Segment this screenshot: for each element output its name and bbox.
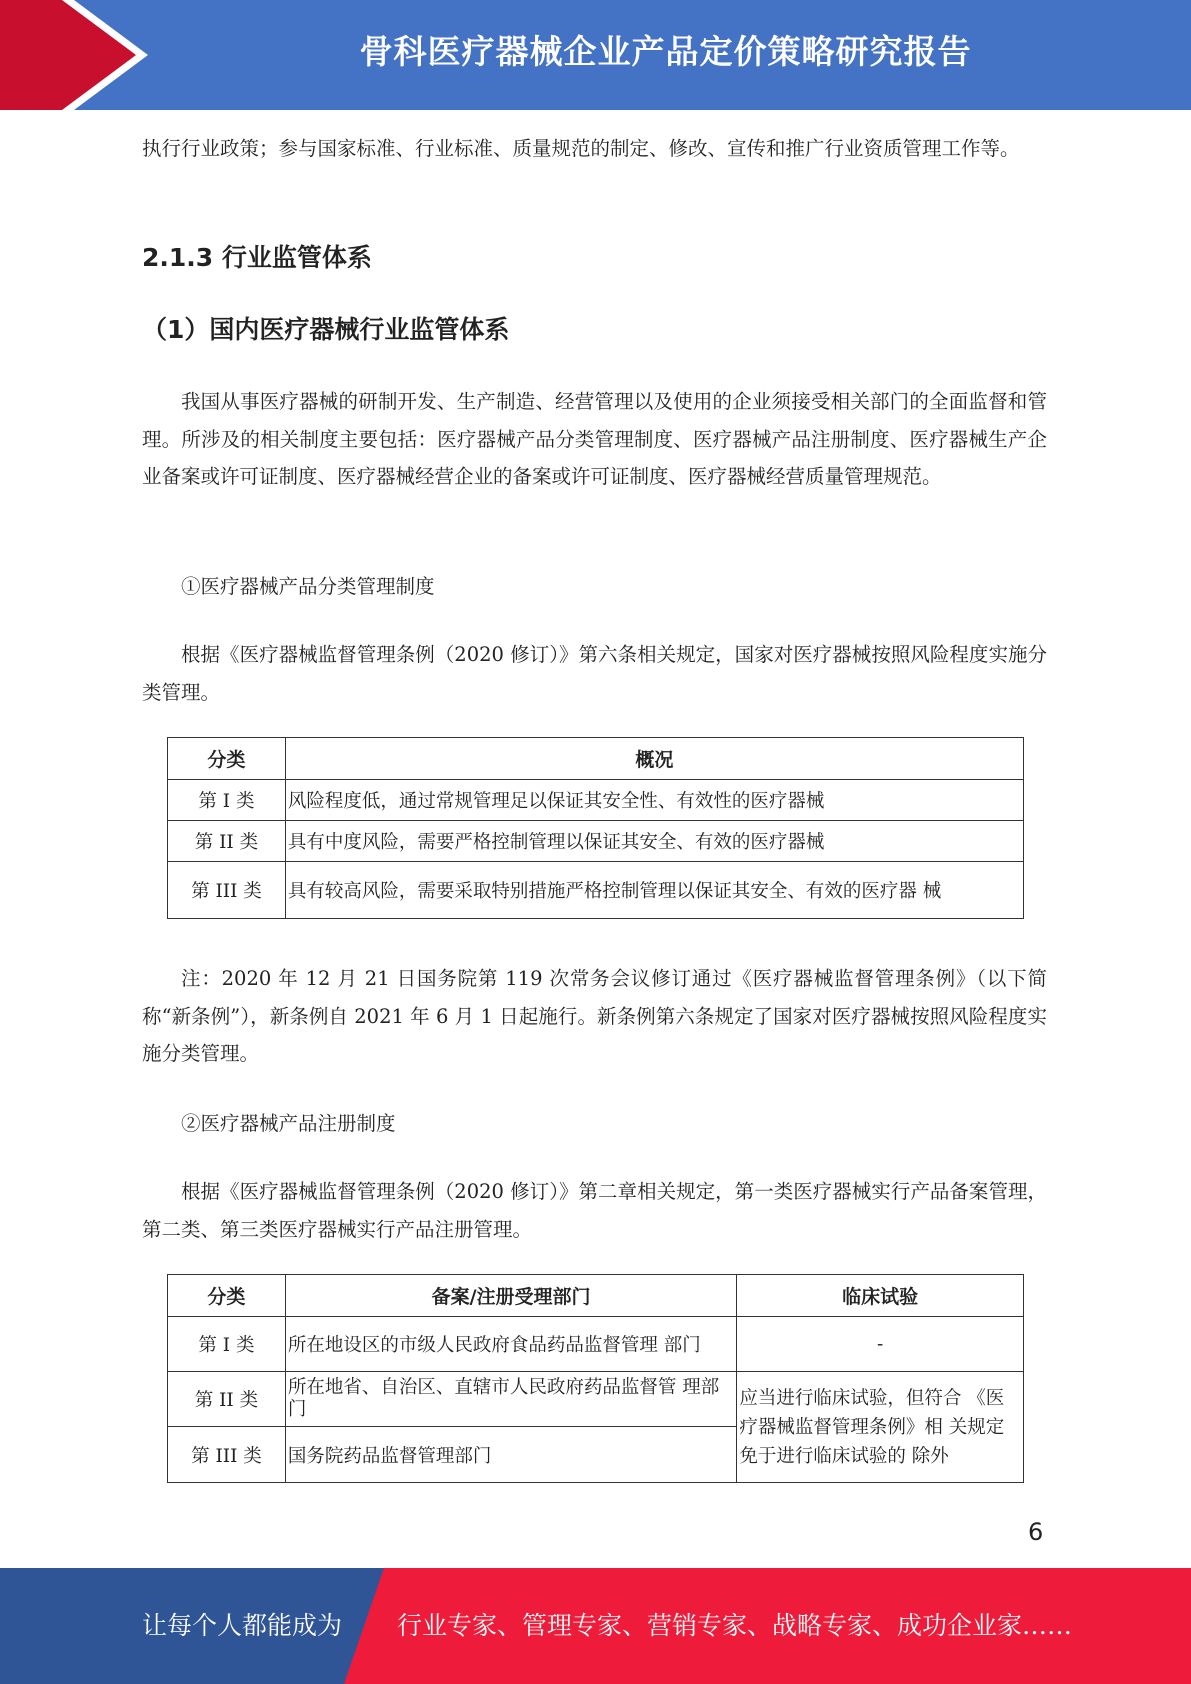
classification-table (167, 737, 1024, 919)
table-row (168, 1317, 1024, 1372)
registration-table (167, 1274, 1024, 1483)
table-cell-clinical-trial: - (737, 1317, 1024, 1372)
table-cell-clinical-trial-merged: 应当进行临床试验，但符合 《医疗器械监督管理条例》相 关规定免于进行临床试验的 除外 (737, 1372, 1024, 1483)
table-cell-category: 第 I 类 (168, 1317, 286, 1372)
footer-slogan-left: 让每个人都能成为 (142, 1611, 343, 1640)
table-cell-department: 所在地设区的市级人民政府食品药品监督管理 部门 (285, 1317, 736, 1372)
table-row (168, 862, 1024, 919)
table-header-row (168, 1275, 1024, 1317)
subsection-heading: （1）国内医疗器械行业监管体系 (142, 315, 510, 344)
report-title: 骨科医疗器械企业产品定价策略研究报告 (359, 32, 972, 71)
table-header-cell: 分类 (168, 1275, 286, 1317)
table-cell-description: 具有较高风险，需要采取特别措施严格控制管理以保证其安全、有效的医疗器 械 (285, 862, 1023, 919)
page-number: 6 (1028, 1518, 1044, 1546)
table-cell-category: 第 II 类 (168, 1372, 286, 1427)
page-footer (0, 1568, 1191, 1684)
table-cell-department: 国务院药品监督管理部门 (285, 1427, 736, 1483)
table-header-row (168, 738, 1024, 780)
table-cell-category: 第 III 类 (168, 1427, 286, 1483)
item2-paragraph: 根据《医疗器械监督管理条例（2020 修订）》第二章相关规定，第一类医疗器械实行产品备案管理，第二类、第三类医疗器械实行产品注册管理。 (142, 1180, 1047, 1241)
table-header-cell: 临床试验 (737, 1275, 1024, 1317)
table-cell-category: 第 III 类 (168, 862, 286, 919)
table-cell-description: 具有中度风险，需要严格控制管理以保证其安全、有效的医疗器械 (285, 821, 1023, 862)
intro-continued-paragraph: 执行行业政策；参与国家标准、行业标准、质量规范的制定、修改、宣传和推广行业资质管理工作等。 (142, 137, 1020, 160)
table-cell-category: 第 II 类 (168, 821, 286, 862)
item2-title: ②医疗器械产品注册制度 (181, 1112, 396, 1135)
table-row (168, 821, 1024, 862)
table-row (168, 1372, 1024, 1427)
table-header-cell: 分类 (168, 738, 286, 780)
table-cell-category: 第 I 类 (168, 780, 286, 821)
table-cell-department: 所在地省、自治区、直辖市人民政府药品监督管 理部门 (285, 1372, 736, 1427)
note-paragraph: 注：2020 年 12 月 21 日国务院第 119 次常务会议修订通过《医疗器械监督管理条例》（以下简称“新条例”），新条例自 2021 年 6 月 1 日起施行。新条例第六条规定了国家对医疗器械按照风险程度实施分类管理。 (142, 967, 1047, 1065)
section-heading: 2.1.3 行业监管体系 (142, 243, 372, 272)
page-header (0, 0, 1191, 110)
item1-title: ①医疗器械产品分类管理制度 (181, 575, 435, 598)
table-header-cell: 概况 (285, 738, 1023, 780)
footer-slogan-right: 行业专家、管理专家、营销专家、战略专家、成功企业家…… (397, 1611, 1073, 1640)
table-cell-description: 风险程度低，通过常规管理足以保证其安全性、有效性的医疗器械 (285, 780, 1023, 821)
item1-paragraph: 根据《医疗器械监督管理条例（2020 修订）》第六条相关规定，国家对医疗器械按照风险程度实施分类管理。 (142, 643, 1047, 704)
table-header-cell: 备案/注册受理部门 (285, 1275, 736, 1317)
table-row (168, 780, 1024, 821)
overview-paragraph: 我国从事医疗器械的研制开发、生产制造、经营管理以及使用的企业须接受相关部门的全面监督和管理。所涉及的相关制度主要包括：医疗器械产品分类管理制度、医疗器械产品注册制度、医疗器械生产企业备案或许可证制度、医疗器械经营企业的备案或许可证制度、医疗器械经营质量管理规范。 (142, 390, 1047, 488)
